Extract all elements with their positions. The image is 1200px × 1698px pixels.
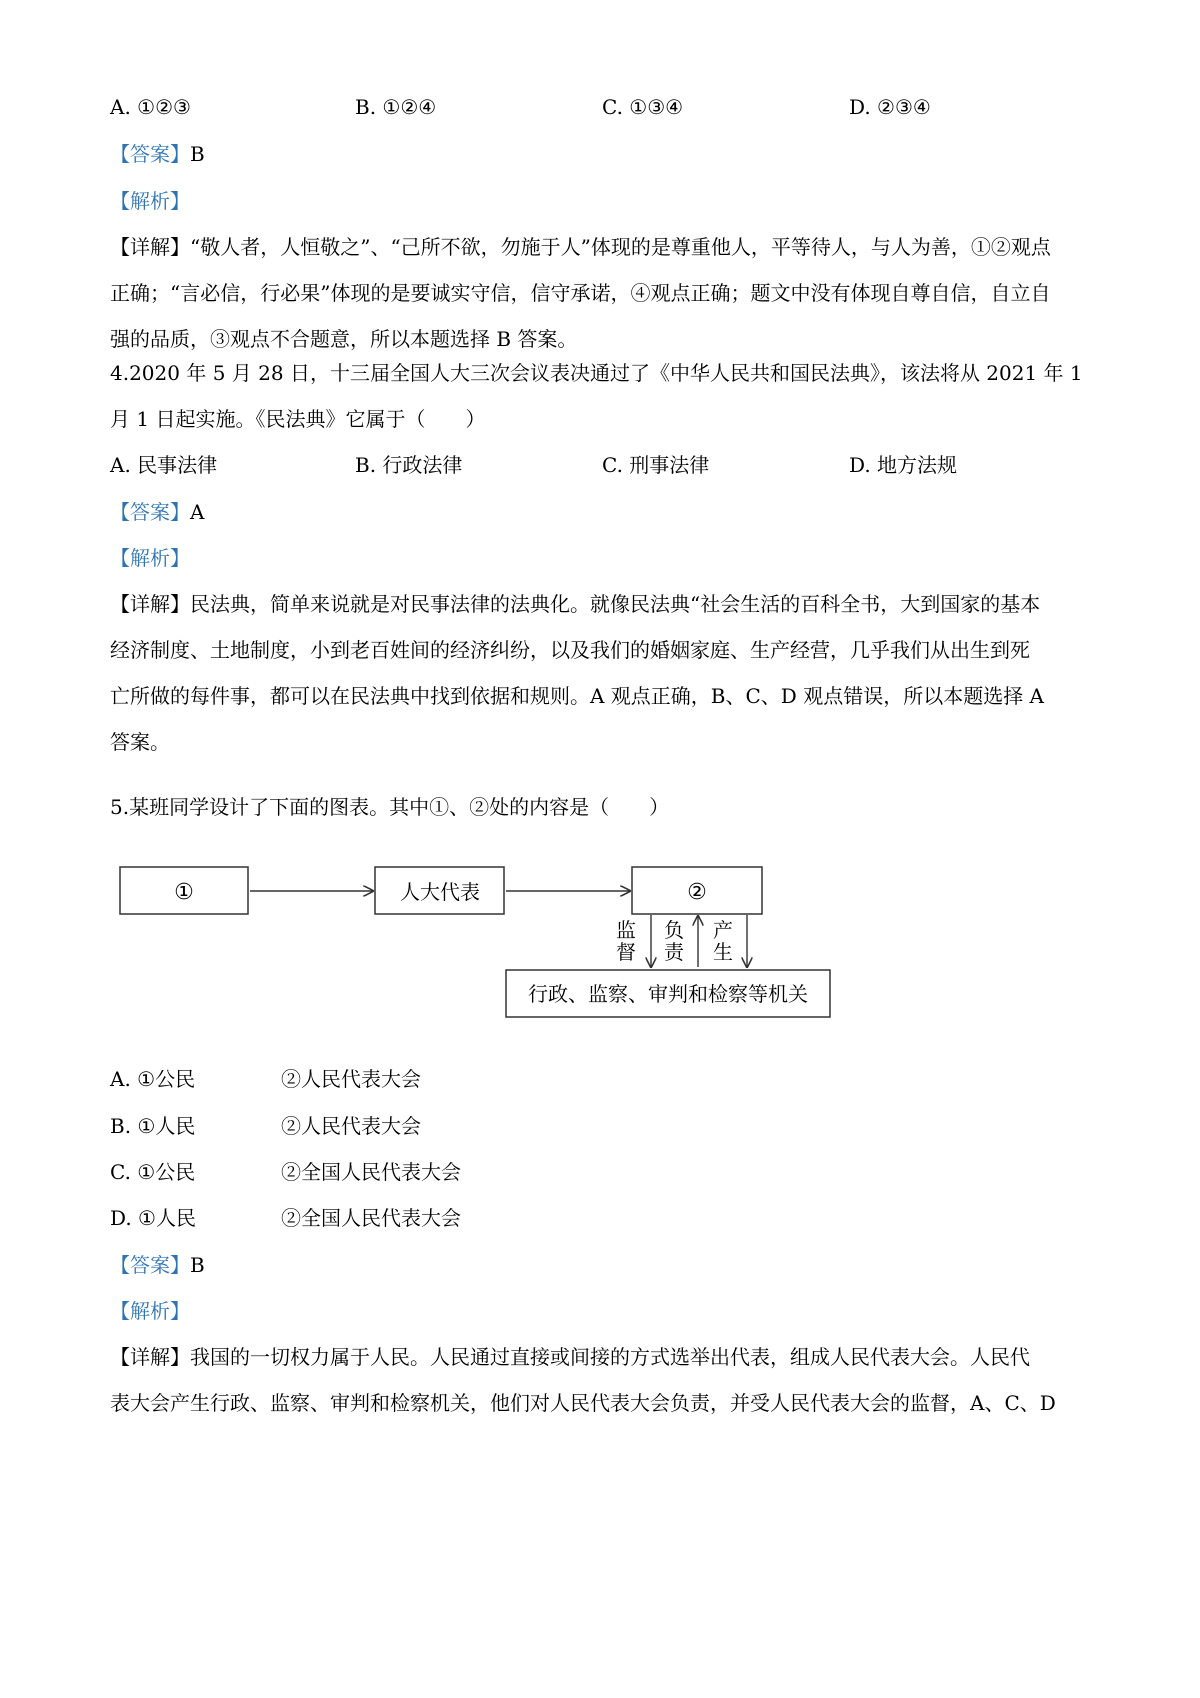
q5-analysis-label: 【解析】 (110, 1299, 190, 1323)
diagram-label-responsible: 负责 (664, 918, 684, 964)
detail-label: 【详解】 (110, 235, 190, 259)
q3-analysis-label: 【解析】 (110, 189, 190, 213)
q4-option-d: D. 地方法规 (849, 453, 958, 477)
q3-option-b: B. ①②④ (355, 95, 437, 119)
q4-option-c: C. 刑事法律 (602, 453, 710, 477)
q3-detail-line-1 (110, 233, 1051, 261)
q4-stem-line-1: 4.2020 年 5 月 28 日，十三届全国人大三次会议表决通过了《中华人民共和国民法典》，该法将从 2021 年 1 (110, 361, 1083, 385)
option-first: B. ①人民 (110, 1114, 196, 1138)
q4-analysis-label: 【解析】 (110, 546, 190, 570)
q3-option-a: A. ①②③ (110, 95, 191, 119)
detail-text: 我国的一切权力属于人民。人民通过直接或间接的方式选举出代表，组成人民代表大会。人民代 (190, 1345, 1030, 1369)
q5-answer (110, 1251, 205, 1279)
q4-detail-line-2: 经济制度、土地制度，小到老百姓间的经济纠纷，以及我们的婚姻家庭、生产经营，几乎我们从出生到死 (110, 638, 1030, 662)
answer-value: B (190, 142, 205, 166)
q4-option-b: B. 行政法律 (355, 453, 463, 477)
q3-answer (110, 140, 205, 168)
q3-option-c: C. ①③④ (602, 95, 684, 119)
q5-option-a-second: ②人民代表大会 (281, 1067, 421, 1091)
diagram-label-produce: 产生 (713, 918, 733, 964)
q5-option-d-second: ②全国人民代表大会 (281, 1206, 461, 1230)
q5-detail-line-1 (110, 1343, 1030, 1371)
answer-value: B (190, 1253, 205, 1277)
q4-detail-line-4: 答案。 (110, 730, 170, 754)
q4-detail-line-1 (110, 590, 1040, 618)
q3-detail-line-3: 强的品质，③观点不合题意，所以本题选择 B 答案。 (110, 327, 578, 351)
q4-answer (110, 498, 204, 526)
q5-option-c-second: ②全国人民代表大会 (281, 1160, 461, 1184)
q5-option-b-second: ②人民代表大会 (281, 1114, 421, 1138)
option-first: C. ①公民 (110, 1160, 196, 1184)
diagram-box2-label: 人大代表 (400, 880, 480, 904)
q3-detail-line-2: 正确；“言必信，行必果”体现的是要诚实守信，信守承诺，④观点正确；题文中没有体现自尊自信，自立自 (110, 281, 1051, 305)
q3-option-d: D. ②③④ (849, 95, 931, 119)
diagram-label-supervise: 监督 (616, 918, 636, 964)
q5-stem: 5.某班同学设计了下面的图表。其中①、②处的内容是（ ） (110, 795, 670, 819)
q4-detail-line-3: 亡所做的每件事，都可以在民法典中找到依据和规则。A 观点正确，B、C、D 观点错误，所以本题选择 A (110, 684, 1044, 708)
detail-text: 民法典，简单来说就是对民事法律的法典化。就像民法典“社会生活的百科全书，大到国家的基本 (190, 592, 1041, 616)
detail-label: 【详解】 (110, 1345, 190, 1369)
q5-detail-line-2: 表大会产生行政、监察、审判和检察机关，他们对人民代表大会负责，并受人民代表大会的监督，A、C、D (110, 1391, 1056, 1415)
q5-option-d (110, 1204, 196, 1232)
detail-text: “敬人者，人恒敬之”、“己所不欲，勿施于人”体现的是尊重他人，平等待人，与人为善，①②观点 (190, 235, 1051, 259)
option-first: D. ①人民 (110, 1206, 196, 1230)
q5-diagram (110, 855, 860, 1055)
answer-value: A (190, 500, 205, 524)
diagram-box4-label: 行政、监察、审判和检察等机关 (528, 982, 808, 1006)
q4-stem-line-2: 月 1 日起实施。《民法典》它属于（ ） (110, 407, 486, 431)
diagram-box1-label: ① (174, 880, 194, 905)
detail-label: 【详解】 (110, 592, 190, 616)
answer-label: 【答案】 (110, 500, 190, 524)
diagram-box3-label: ② (687, 880, 707, 905)
option-first: A. ①公民 (110, 1067, 196, 1091)
answer-label: 【答案】 (110, 1253, 190, 1277)
q4-option-a: A. 民事法律 (110, 453, 218, 477)
q5-option-a (110, 1065, 195, 1093)
q5-option-c (110, 1158, 195, 1186)
q5-option-b (110, 1112, 195, 1140)
answer-label: 【答案】 (110, 142, 190, 166)
